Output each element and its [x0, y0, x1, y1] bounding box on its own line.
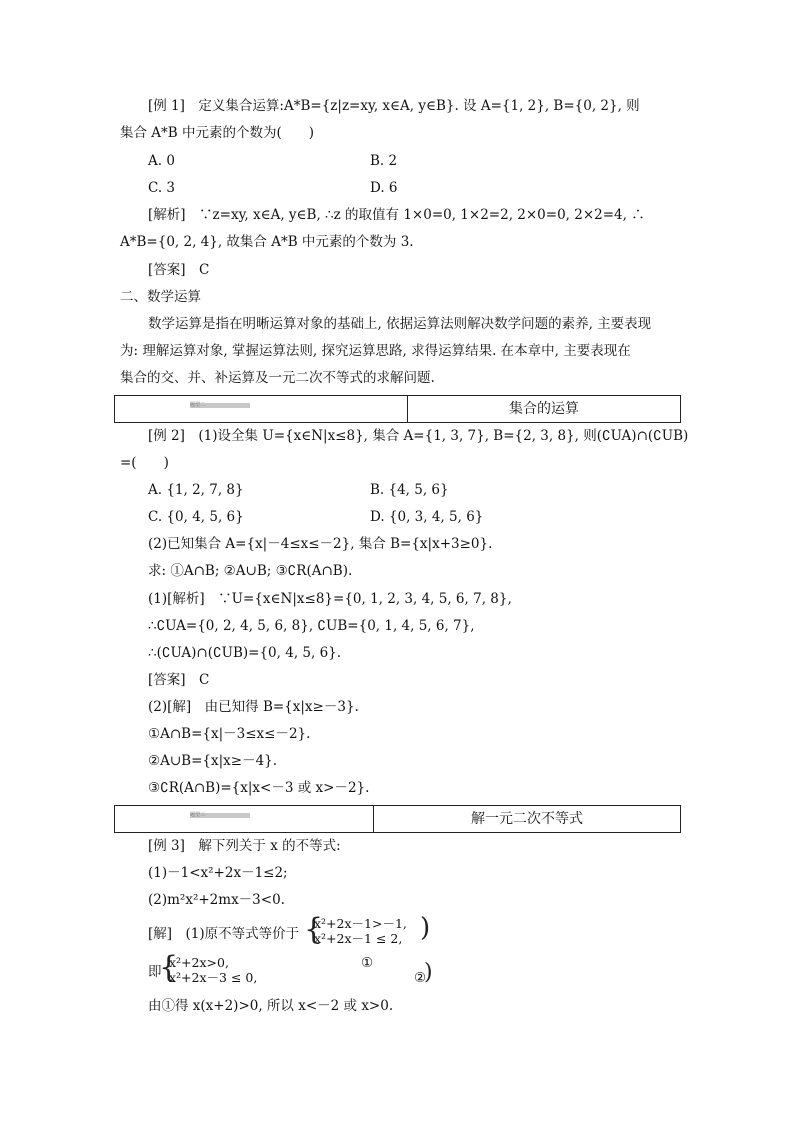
ex1-answer: [答案] C [148, 262, 210, 278]
system-1-line1: x²+2x－1>－1, [314, 916, 407, 931]
left-brace-2: { [159, 950, 179, 985]
ex2-solution-line1: (1)[解析] ∵U={x∈N|x≤8}={0, 1, 2, 3, 4, 5, 6, 7, 8}, [148, 591, 512, 607]
system-1-line2: x²+2x－1 ≤ 2, [314, 931, 403, 946]
ex3-line1: [例 3] 解下列关于 x 的不等式: [148, 838, 341, 854]
ex3-last-line: 由①得 x(x+2)>0, 所以 x<－2 或 x>0. [148, 998, 394, 1014]
ex2-option-c: C. {0, 4, 5, 6} [148, 509, 244, 525]
ex2-solution-line3: ∴(∁UA)∩(∁UB)={0, 4, 5, 6}. [148, 645, 342, 661]
topic-box-1 [114, 395, 681, 423]
circle-mark-1: ① [361, 955, 374, 971]
ex1-option-d: D. 6 [370, 180, 398, 196]
ex3-solution-intro: [解] (1)原不等式等价于 [148, 926, 300, 942]
ex2-part2-line3: ②A∪B={x|x≥－4}. [148, 753, 278, 769]
system-2-line1: x²+2x>0, [169, 955, 229, 970]
topic-box-2-label: 解一元二次不等式 [471, 810, 583, 827]
ex1-line2: 集合 A*B 中元素的个数为( ) [120, 125, 315, 141]
ex3-line3: (2)m²x²+2mx－3<0. [148, 892, 285, 908]
ex1-analysis-line1: [解析] ∵z=xy, x∈A, y∈B, ∴z 的取值有 1×0=0, 1×2=2, 2×0=0, 2×2=4, ∴ [148, 207, 645, 223]
circle-mark-2: ② [414, 970, 427, 986]
ex1-line1: [例 1] 定义集合运算:A*B={z|z=xy, x∈A, y∈B}. 设 A={1, 2}, B={0, 2}, 则 [148, 98, 640, 114]
topic-tag-2-text: 题型三 [190, 812, 206, 818]
ex3-line2: (1)－1<x²+2x－1≤2; [148, 865, 288, 881]
ex2-answer: [答案] C [148, 672, 210, 688]
ex1-option-a: A. 0 [148, 153, 175, 169]
ex2-line2: =( ) [120, 455, 169, 471]
ex2-option-b: B. {4, 5, 6} [370, 482, 449, 498]
ex2-part2-line2: ①A∩B={x|－3≤x≤－2}. [148, 726, 311, 742]
ex2-option-a: A. {1, 2, 7, 8} [148, 482, 244, 498]
ex2-solution-line2: ∴∁UA={0, 2, 4, 5, 6, 8}, ∁UB={0, 1, 4, 5, 6, 7}, [148, 618, 475, 634]
ex2-ask: 求: ①A∩B; ②A∪B; ③∁R(A∩B). [148, 563, 353, 579]
left-brace-1: { [304, 912, 324, 947]
section-title: 二、数学运算 [120, 289, 201, 305]
section-para-line2: 为: 理解运算对象, 掌握运算法则, 探究运算思路, 求得运算结果. 在本章中, 主要表现在 [120, 343, 631, 359]
system-2-line2: x²+2x－3 ≤ 0, [169, 970, 258, 985]
ex2-part2-line1: (2)[解] 由已知得 B={x|x≥－3}. [148, 699, 359, 715]
topic-box-1-label: 集合的运算 [509, 400, 579, 417]
topic-box-2 [114, 805, 681, 833]
ex2-option-d: D. {0, 3, 4, 5, 6} [370, 509, 484, 525]
topic-box-1-tag-cell [115, 396, 408, 422]
ex2-line1: [例 2] (1)设全集 U={x∈N|x≤8}, 集合 A={1, 3, 7}, B={2, 3, 8}, 则(∁UA)∩(∁UB) [148, 428, 689, 444]
ex2-part2-line4: ③∁R(A∩B)={x|x<－3 或 x>－2}. [148, 780, 370, 796]
right-paren-1: ) [420, 913, 431, 943]
ex1-analysis-line2: A*B={0, 2, 4}, 故集合 A*B 中元素的个数为 3. [120, 234, 414, 250]
ex1-option-c: C. 3 [148, 180, 176, 196]
topic-box-2-tag-cell [115, 806, 374, 832]
section-para-line1: 数学运算是指在明晰运算对象的基础上, 依据运算法则解决数学问题的素养, 主要表现 [148, 316, 652, 332]
topic-tag-1-text: 题型二 [190, 402, 206, 408]
ex3-ji: 即 [148, 964, 162, 980]
right-paren-2: ) [424, 960, 433, 985]
ex1-option-b: B. 2 [370, 153, 398, 169]
ex2-question2: (2)已知集合 A={x|－4≤x≤－2}, 集合 B={x|x+3≥0}. [148, 536, 493, 552]
section-para-line3: 集合的交、并、补运算及一元二次不等式的求解问题. [120, 370, 435, 386]
topic-tag-1 [190, 403, 250, 408]
topic-tag-2 [190, 813, 250, 818]
